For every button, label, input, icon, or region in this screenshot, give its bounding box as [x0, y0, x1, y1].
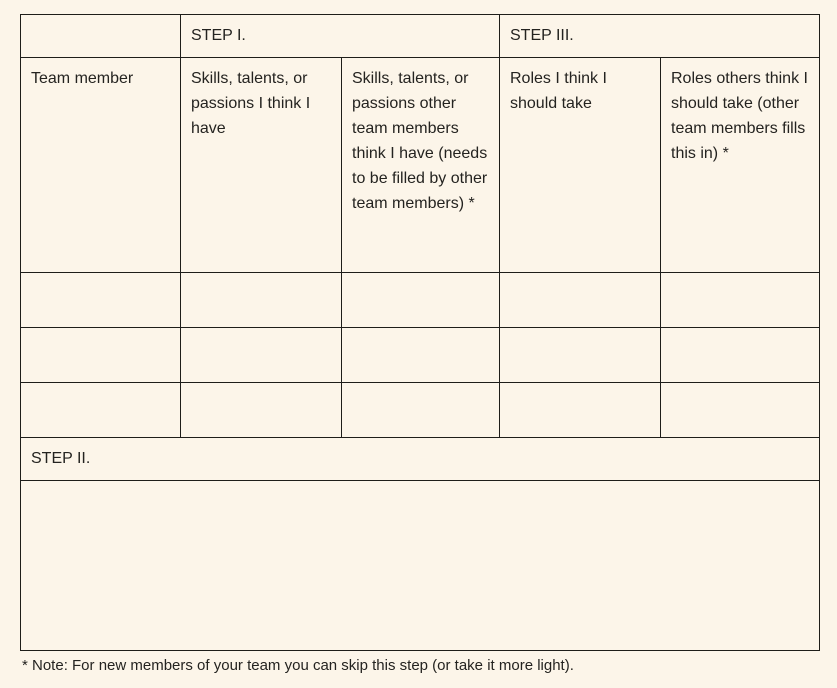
- worksheet-table: [20, 14, 820, 651]
- step2-workspace-cell[interactable]: [21, 481, 820, 651]
- step3-header: STEP III.: [500, 15, 820, 58]
- column-header-skills-others: Skills, talents, or passions other team members think I have (needs to be filled by other team members) *: [342, 58, 500, 273]
- fill-cell[interactable]: [21, 328, 181, 383]
- fill-cell[interactable]: [181, 383, 342, 438]
- column-header-team-member: Team member: [21, 58, 181, 273]
- corner-empty-cell: [21, 15, 181, 58]
- column-header-roles-self: Roles I think I should take: [500, 58, 661, 273]
- fill-cell[interactable]: [342, 383, 500, 438]
- fill-cell[interactable]: [500, 273, 661, 328]
- column-header-skills-self: Skills, talents, or passions I think I have: [181, 58, 342, 273]
- footnote: * Note: For new members of your team you can skip this step (or take it more light).: [22, 657, 574, 674]
- step-header-row: [21, 15, 820, 58]
- fill-cell[interactable]: [661, 273, 820, 328]
- step2-header-row: [21, 438, 820, 481]
- fill-cell[interactable]: [342, 273, 500, 328]
- column-header-row: [21, 58, 820, 273]
- table-row: [21, 273, 820, 328]
- fill-cell[interactable]: [661, 328, 820, 383]
- fill-cell[interactable]: [500, 383, 661, 438]
- fill-cell[interactable]: [181, 273, 342, 328]
- table-row: [21, 328, 820, 383]
- fill-cell[interactable]: [500, 328, 661, 383]
- step2-workspace-row: [21, 481, 820, 651]
- step2-header: STEP II.: [21, 438, 820, 481]
- fill-rows: [21, 273, 820, 438]
- fill-cell[interactable]: [21, 383, 181, 438]
- column-header-roles-others: Roles others think I should take (other team members fills this in) *: [661, 58, 820, 273]
- fill-cell[interactable]: [181, 328, 342, 383]
- fill-cell[interactable]: [661, 383, 820, 438]
- step1-header: STEP I.: [181, 15, 500, 58]
- table-row: [21, 383, 820, 438]
- fill-cell[interactable]: [342, 328, 500, 383]
- fill-cell[interactable]: [21, 273, 181, 328]
